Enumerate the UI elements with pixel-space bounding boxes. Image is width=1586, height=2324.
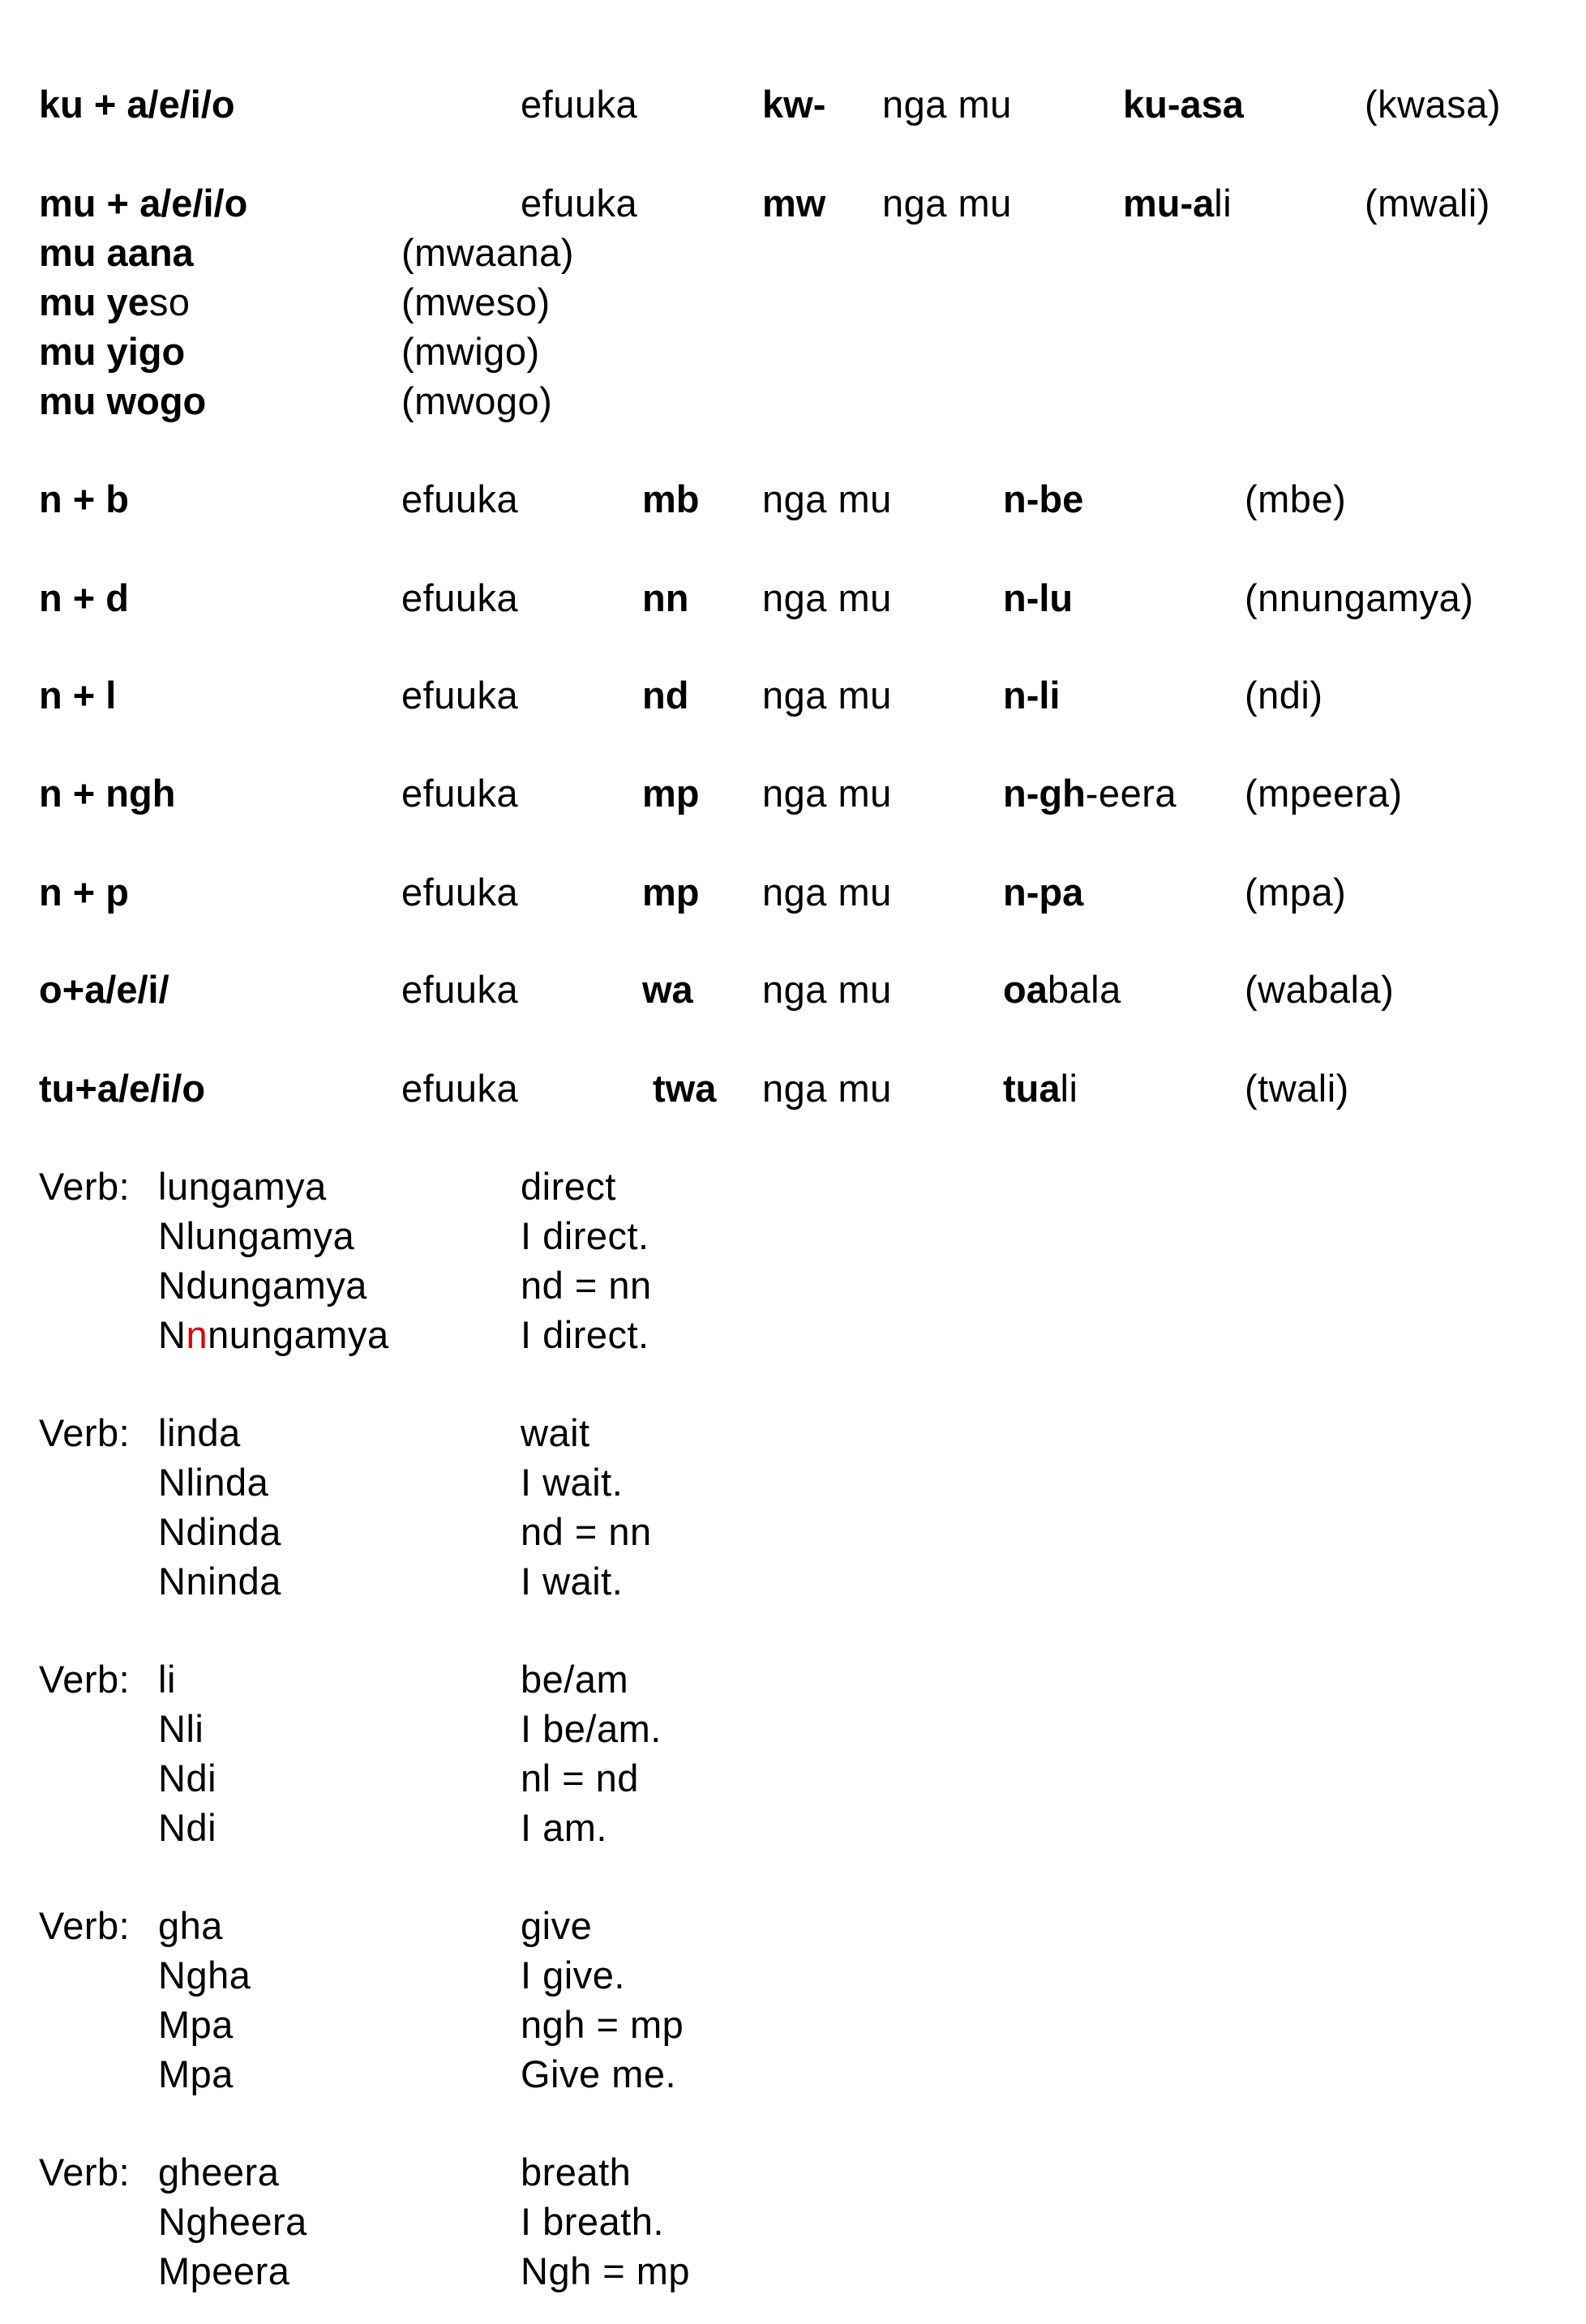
verb-meaning: breath [521,2151,632,2193]
n-rule-row [0,768,1586,818]
as-label: nga mu [762,1067,892,1110]
verb-form: Ndungamya [158,1264,367,1307]
verb-form-row [0,1556,1586,1606]
highlighted-letter: n [186,1313,208,1356]
rule-text: ku + a/e/i/o [39,83,235,126]
verb-form: Ndi [158,1806,217,1849]
verb-label: Verb: [39,1658,131,1701]
verb-gloss: I wait. [521,1461,624,1504]
verb-form: Mpa [158,2052,234,2095]
verb-form-row [0,2197,1586,2246]
verb-form: Ngha [158,1954,251,1997]
verb-form-row [0,1803,1586,1852]
result-text: mw [762,182,826,225]
rule-text: o+a/e/i/ [39,968,169,1011]
becomes-label: efuuka [401,772,519,815]
example-rest: li [1060,1067,1078,1110]
verb-form: Ngheera [158,2200,307,2243]
verb-word: gheera [158,2151,280,2193]
becomes-label: efuuka [401,477,519,520]
rule-text: tu+a/e/i/o [39,1067,206,1110]
verb-form-row [0,1507,1586,1556]
rule-text: n + ngh [39,772,176,815]
verb-form-row [0,1753,1586,1803]
verb-form: Nninda [158,1560,281,1603]
mu-example-input [39,327,185,376]
verb-word: gha [158,1904,223,1947]
verb-form: Mpeera [158,2249,290,2292]
example-bold: n-li [1003,674,1061,717]
n-rule-row [0,965,1586,1014]
example-rest: -eera [1085,772,1177,815]
verb-label: Verb: [39,1165,131,1208]
example-bold: tua [1003,1067,1061,1110]
rule-text: n + p [39,871,129,914]
n-rule-row [0,474,1586,524]
verb-header-row [0,2147,1586,2197]
result-text: kw- [762,83,826,126]
result-text: mb [642,477,700,520]
output-word: (mbe) [1245,477,1347,520]
becomes-label: efuuka [401,674,519,717]
example-bold: n-pa [1003,871,1084,914]
verb-gloss: I give. [521,1954,625,1997]
verb-form-row [0,1260,1586,1310]
verb-header-row [0,1162,1586,1211]
rule-row-ku [0,79,1586,129]
mu-example-rest: so [148,280,191,323]
mu-example-bold: mu ye [39,280,149,323]
example-word [1003,573,1073,623]
verb-gloss: I direct. [521,1313,649,1356]
as-label: nga mu [882,83,1012,126]
verb-header-row [0,1408,1586,1457]
rule-row-mu [0,178,1586,228]
verb-label: Verb: [39,1904,131,1947]
verb-form-row [0,2049,1586,2099]
verb-form: Mpa [158,2003,234,2046]
example-bold: oa [1003,968,1048,1011]
verb-form-row [0,1211,1586,1260]
mu-example-input [39,277,190,327]
rule-text: n + l [39,674,117,717]
result-text: twa [653,1067,717,1110]
rule-text: mu + a/e/i/o [39,182,248,225]
verb-label: Verb: [39,1411,131,1454]
example-bold: mu-a [1123,182,1215,225]
verb-meaning: wait [521,1411,590,1454]
example-bold: ku-asa [1123,83,1244,126]
mu-example-output: (mwogo) [401,379,553,422]
example-rest: bala [1047,968,1121,1011]
output-word: (twali) [1245,1067,1349,1110]
verb-gloss: nl = nd [521,1757,639,1800]
example-word [1123,178,1232,228]
output-word: (wabala) [1245,968,1395,1011]
result-text: wa [642,968,693,1011]
example-bold: n-be [1003,477,1084,520]
mu-example-bold: mu aana [39,231,194,274]
n-rule-row [0,670,1586,720]
example-word [1003,670,1060,720]
verb-form: Nlungamya [158,1214,355,1257]
verb-word: lungamya [158,1165,327,1208]
example-rest: li [1214,182,1232,225]
mu-example-bold: mu yigo [39,330,186,373]
verb-gloss: I direct. [521,1214,649,1257]
verb-header-row [0,1654,1586,1704]
becomes-label: efuuka [521,182,638,225]
as-label: nga mu [762,772,892,815]
verb-form-row [0,1704,1586,1753]
verb-gloss: I wait. [521,1560,624,1603]
becomes-label: efuuka [401,968,519,1011]
as-label: nga mu [762,968,892,1011]
verb-word: linda [158,1411,241,1454]
verb-gloss: ngh = mp [521,2003,684,2046]
result-text: nn [642,576,689,619]
verb-gloss: I be/am. [521,1707,662,1750]
rule-text: n + b [39,477,129,520]
verb-form: Nlinda [158,1461,269,1504]
verb-header-row [0,1901,1586,1950]
verb-form-row [0,2000,1586,2049]
mu-example-input [39,376,206,426]
mu-example-row [0,376,1586,426]
verb-gloss: Give me. [521,2052,677,2095]
as-label: nga mu [762,871,892,914]
becomes-label: efuuka [521,83,638,126]
verb-label: Verb: [39,2151,131,2193]
mu-example-row [0,277,1586,327]
verb-gloss: I breath. [521,2200,664,2243]
example-word [1003,965,1121,1014]
verb-form-row [0,1310,1586,1359]
verb-form-row [0,2246,1586,2296]
verb-gloss: Ngh = mp [521,2249,691,2292]
result-text: mp [642,871,700,914]
as-label: nga mu [762,477,892,520]
output-word: (nnungamya) [1245,576,1474,619]
example-bold: n-lu [1003,576,1074,619]
mu-example-input [39,228,194,277]
verb-form: Nnnungamya [158,1313,389,1356]
verb-gloss: nd = nn [521,1510,652,1553]
example-word [1003,1064,1078,1113]
verb-meaning: be/am [521,1658,629,1701]
mu-example-output: (mweso) [401,280,551,323]
as-label: nga mu [762,674,892,717]
result-text: mp [642,772,700,815]
mu-example-output: (mwaana) [401,231,574,274]
becomes-label: efuuka [401,1067,519,1110]
mu-example-bold: mu wogo [39,379,207,422]
becomes-label: efuuka [401,576,519,619]
output-word: (mwali) [1365,182,1490,225]
verb-gloss: nd = nn [521,1264,652,1307]
verb-meaning: direct [521,1165,616,1208]
n-rule-row [0,867,1586,917]
output-word: (mpeera) [1245,772,1403,815]
example-word [1003,768,1177,818]
becomes-label: efuuka [401,871,519,914]
example-word [1123,79,1244,129]
mu-example-row [0,228,1586,277]
verb-form: Ndi [158,1757,217,1800]
rule-text: n + d [39,576,129,619]
mu-example-row [0,327,1586,376]
as-label: nga mu [762,576,892,619]
verb-form-row [0,1950,1586,2000]
verb-word: li [158,1658,176,1701]
verb-form: Ndinda [158,1510,281,1553]
verb-form-row [0,1457,1586,1507]
example-word [1003,474,1083,524]
verb-gloss: I am. [521,1806,607,1849]
mu-example-output: (mwigo) [401,330,540,373]
example-bold: n-gh [1003,772,1086,815]
result-text: nd [642,674,689,717]
output-word: (mpa) [1245,871,1347,914]
verb-form: Nli [158,1707,204,1750]
verb-meaning: give [521,1904,593,1947]
as-label: nga mu [882,182,1012,225]
output-word: (ndi) [1245,674,1323,717]
n-rule-row [0,573,1586,623]
output-word: (kwasa) [1365,83,1502,126]
example-word [1003,867,1083,917]
n-rule-row [0,1064,1586,1113]
